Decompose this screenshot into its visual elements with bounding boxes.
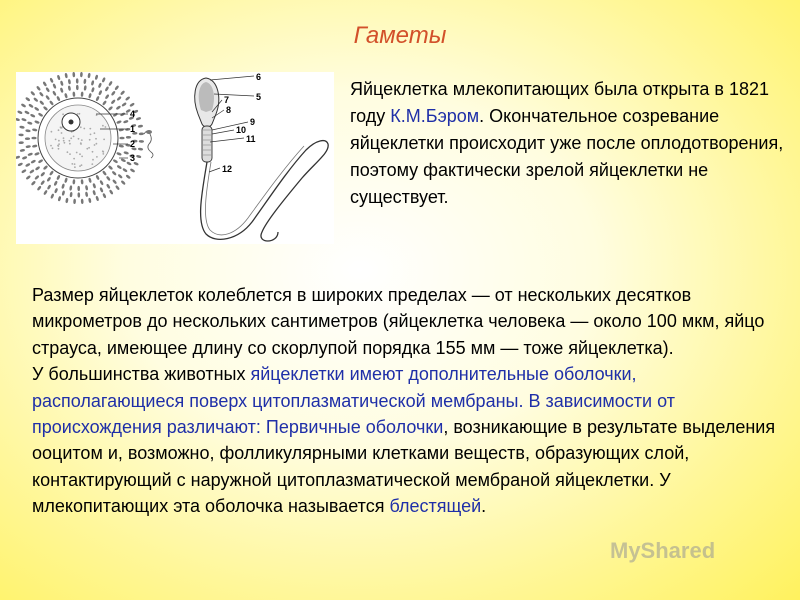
corona-cell xyxy=(45,95,50,101)
corona-cell xyxy=(73,199,76,204)
corona-cell xyxy=(120,90,126,96)
corona-cell xyxy=(72,91,75,96)
yolk-granule xyxy=(58,145,60,147)
sperm-label-12: 12 xyxy=(222,164,233,174)
corona-cell xyxy=(95,96,100,102)
yolk-granule xyxy=(102,151,104,153)
corona-cell xyxy=(119,137,124,140)
corona-cell xyxy=(129,102,135,107)
corona-cell xyxy=(125,174,131,179)
membranes-text-c: , возникающие в результате выделения ооцитом и, возможно, фолликулярными клетками веществ, образующих слой, контактирующий с наружной цитоплазматической мембраной яйцеклетки. У млекопитающих эта оболочка называется xyxy=(32,417,776,517)
sperm-label-7: 7 xyxy=(224,95,230,105)
yolk-granule xyxy=(89,128,91,130)
corona-cell xyxy=(85,185,88,191)
corona-cell xyxy=(95,196,99,202)
yolk-granule xyxy=(102,125,104,127)
yolk-granule xyxy=(96,114,98,116)
yolk-granule xyxy=(69,143,71,145)
yolk-granule xyxy=(81,139,83,141)
corona-cell xyxy=(81,199,84,204)
yolk-granule xyxy=(103,139,105,141)
yolk-granule xyxy=(55,139,57,141)
corona-cell xyxy=(36,85,41,91)
corona-cell xyxy=(102,170,107,176)
corona-cell xyxy=(21,169,27,174)
sperm-label-5: 5 xyxy=(256,92,262,102)
yolk-granule xyxy=(79,153,81,155)
corona-cell xyxy=(34,120,40,124)
corona-cell xyxy=(88,93,92,99)
corona-cell xyxy=(24,110,30,115)
corona-cell xyxy=(30,113,36,118)
corona-cell xyxy=(99,187,103,193)
yolk-granule xyxy=(63,137,65,139)
yolk-granule xyxy=(61,132,63,134)
corona-cell xyxy=(80,72,83,77)
corona-cell xyxy=(18,133,23,136)
yolk-granule xyxy=(94,132,96,134)
yolk-granule xyxy=(78,138,80,140)
gamete-illustration xyxy=(16,72,334,244)
corona-cell xyxy=(123,120,129,124)
membranes-paragraph xyxy=(32,361,782,519)
corona-cell xyxy=(25,175,31,180)
corona-cell xyxy=(32,144,38,148)
corona-cell xyxy=(120,112,126,117)
corona-cell xyxy=(122,168,128,173)
yolk-granule xyxy=(92,159,94,161)
slide-title: Гаметы xyxy=(353,22,447,49)
yolk-granule xyxy=(105,126,107,128)
zona-term: блестящей xyxy=(389,496,482,517)
yolk-granule xyxy=(80,142,82,144)
corona-cell xyxy=(57,196,61,202)
yolk-granule xyxy=(58,143,60,145)
corona-cell xyxy=(19,125,25,129)
corona-cell xyxy=(99,180,104,186)
corona-cell xyxy=(39,91,44,97)
corona-cell xyxy=(88,198,92,204)
corona-cell xyxy=(139,132,144,135)
small-sperm xyxy=(144,131,153,158)
corona-cell xyxy=(25,145,31,148)
corona-cell xyxy=(85,192,88,198)
corona-cell xyxy=(113,112,119,117)
yolk-granule xyxy=(79,165,81,167)
corona-cell xyxy=(38,159,44,164)
corona-cell xyxy=(64,93,68,99)
corona-cell xyxy=(76,78,79,83)
sperm-midpiece xyxy=(202,126,212,162)
corona-cell xyxy=(109,189,114,195)
corona-cell xyxy=(22,156,28,160)
yolk-granule xyxy=(73,136,75,138)
corona-cell xyxy=(37,185,42,191)
corona-cell xyxy=(91,87,95,93)
corona-cell xyxy=(105,94,110,100)
gamete-diagram-svg xyxy=(16,72,334,244)
corona-cell xyxy=(34,152,40,156)
corona-cell xyxy=(64,73,68,79)
corona-cell xyxy=(16,117,20,121)
corona-cell xyxy=(68,85,71,91)
corona-cell xyxy=(27,152,33,156)
corona-cell xyxy=(57,75,61,81)
corona-cell xyxy=(45,87,50,93)
corona-cell xyxy=(31,180,37,186)
yolk-granule xyxy=(69,153,71,155)
corona-cell xyxy=(77,192,80,197)
yolk-granule xyxy=(74,163,76,165)
intro-text-part1: Яйцеклетка млекопитающих была открыта в 1821 году xyxy=(350,79,769,126)
intro-paragraph xyxy=(350,76,790,211)
corona-cell xyxy=(108,165,114,170)
yolk-granule xyxy=(70,137,72,139)
yolk-granule xyxy=(81,164,83,166)
corona-cell xyxy=(104,86,109,92)
corona-cell xyxy=(34,106,40,111)
corona-cell xyxy=(56,96,61,102)
corona-cell xyxy=(102,100,107,106)
corona-cell xyxy=(53,180,58,186)
yolk-granule xyxy=(91,163,93,165)
membranes-highlight: яйцеклетки имеют дополнительные оболочки, располагающиеся поверх цитоплазматической мембраны. В зависимости от происхождения различают: Первичные оболочки xyxy=(32,364,675,438)
corona-cell xyxy=(25,163,31,168)
yolk-granule xyxy=(74,166,76,168)
membranes-text-e: . xyxy=(481,496,487,517)
corona-cell xyxy=(116,105,122,110)
yolk-granule xyxy=(51,131,53,133)
small-sperm-head xyxy=(146,130,152,134)
yolk-granule xyxy=(79,113,81,115)
corona-cell xyxy=(115,185,120,191)
corona-cell xyxy=(76,85,79,90)
yolk-granule xyxy=(71,163,73,165)
corona-cell xyxy=(61,190,65,196)
corona-cell xyxy=(83,79,86,84)
corona-cell xyxy=(111,90,116,96)
corona-cell xyxy=(35,166,41,171)
corona-cell xyxy=(33,97,39,102)
main-text xyxy=(32,282,782,520)
yolk-granule xyxy=(50,145,52,147)
sperm-label-11: 11 xyxy=(246,134,256,144)
corona-cell xyxy=(52,83,56,89)
corona-cell xyxy=(43,190,48,196)
corona-cell xyxy=(72,179,75,184)
corona-cell xyxy=(49,77,54,83)
corona-cell xyxy=(108,106,114,111)
yolk-granule xyxy=(58,129,60,131)
corona-cell xyxy=(50,193,54,199)
corona-cell xyxy=(61,183,65,189)
corona-cell xyxy=(64,177,68,183)
corona-cell xyxy=(49,100,54,106)
corona-cell xyxy=(29,169,35,174)
corona-cell xyxy=(98,90,103,96)
discoverer-name: К.М.Бэром xyxy=(390,106,480,126)
yolk-granule xyxy=(102,153,104,155)
corona-cell xyxy=(69,192,72,197)
yolk-granule xyxy=(95,138,97,140)
corona-cell xyxy=(106,183,111,189)
sperm-label-10: 10 xyxy=(236,125,247,135)
corona-cell xyxy=(110,99,115,105)
yolk-granule xyxy=(76,152,78,154)
watermark: MyShared xyxy=(610,538,716,563)
corona-cell xyxy=(106,176,111,182)
corona-cell xyxy=(43,106,49,111)
yolk-granule xyxy=(73,158,75,160)
corona-cell xyxy=(118,144,124,148)
corona-cell xyxy=(52,90,57,96)
yolk-granule xyxy=(89,139,91,141)
corona-cell xyxy=(38,112,44,117)
corona-cell xyxy=(17,162,23,167)
yolk-granule xyxy=(86,148,88,150)
yolk-granule xyxy=(60,126,62,128)
sperm-label-9: 9 xyxy=(250,117,256,127)
size-paragraph: Размер яйцеклеток колеблется в широких пределах — от нескольких десятков микрометров до нескольких сантиметров (яйцеклетка человека — около 100 мкм, яйцо страуса, имеющее длину со скорлупой порядка 155 мм — тоже яйцеклетка). xyxy=(32,285,765,358)
corona-cell xyxy=(81,91,84,96)
yolk-granule xyxy=(96,143,98,145)
membranes-text-a: У большинства животных xyxy=(32,364,251,385)
corona-cell xyxy=(43,165,49,170)
yolk-granule xyxy=(80,126,82,128)
corona-cell xyxy=(116,165,122,170)
corona-cell xyxy=(31,137,36,140)
corona-cell xyxy=(84,85,87,91)
corona-cell xyxy=(136,117,142,121)
yolk-granule xyxy=(67,151,69,153)
corona-cell xyxy=(68,79,71,85)
corona-cell xyxy=(72,72,75,77)
corona-cell xyxy=(114,85,119,91)
corona-cell xyxy=(69,185,72,191)
corona-cell xyxy=(138,124,144,128)
corona-cell xyxy=(17,110,23,114)
corona-cell xyxy=(39,100,45,105)
corona-cell xyxy=(65,198,68,204)
yolk-granule xyxy=(63,140,65,142)
corona-cell xyxy=(95,174,100,180)
corona-cell xyxy=(40,180,45,186)
corona-cell xyxy=(49,170,54,176)
corona-cell xyxy=(113,159,119,164)
egg-label-1: 1 xyxy=(130,124,136,134)
corona-cell xyxy=(21,118,27,122)
yolk-granule xyxy=(62,113,64,115)
yolk-granule xyxy=(94,144,96,146)
sperm-label-8: 8 xyxy=(226,105,232,115)
sperm-label-6: 6 xyxy=(256,72,262,82)
yolk-granule xyxy=(83,128,85,130)
corona-cell xyxy=(81,179,84,184)
corona-cell xyxy=(139,140,144,143)
corona-cell xyxy=(112,179,117,185)
corona-cell xyxy=(136,154,142,158)
corona-cell xyxy=(116,96,122,101)
sperm-tail-inner xyxy=(205,146,304,235)
egg-cytoplasm xyxy=(45,105,111,171)
egg-label-2: 2 xyxy=(130,139,136,149)
corona-cell xyxy=(111,170,117,175)
corona-cell xyxy=(77,186,80,191)
corona-cell xyxy=(54,188,58,194)
corona-cell xyxy=(101,77,105,83)
corona-cell xyxy=(47,184,52,190)
corona-cell xyxy=(98,82,102,88)
egg-label-3: 3 xyxy=(130,153,136,163)
yolk-granule xyxy=(69,140,71,142)
yolk-granule xyxy=(58,148,60,150)
corona-cell xyxy=(60,87,64,93)
corona-cell xyxy=(138,147,144,150)
corona-cell xyxy=(56,174,61,180)
yolk-granule xyxy=(64,142,66,144)
corona-cell xyxy=(25,97,31,102)
corona-cell xyxy=(28,103,34,108)
corona-cell xyxy=(116,152,122,156)
corona-cell xyxy=(92,190,96,196)
corona-cell xyxy=(87,73,90,79)
corona-cell xyxy=(130,168,136,173)
intro-text-part2: . Окончательное созревание яйцеклетки происходит уже после оплодотворения, поэтому фактически зрелой яйцеклетки не существует. xyxy=(350,106,784,207)
corona-cell xyxy=(21,103,27,108)
corona-cell xyxy=(102,193,107,199)
corona-cell xyxy=(117,174,123,179)
egg-nucleolus xyxy=(69,120,74,125)
sperm-tail xyxy=(201,141,329,241)
corona-cell xyxy=(30,91,36,97)
yolk-granule xyxy=(92,151,94,153)
corona-cell xyxy=(34,175,40,180)
corona-cell xyxy=(60,80,64,86)
corona-cell xyxy=(32,128,38,132)
corona-cell xyxy=(91,80,95,86)
corona-cell xyxy=(20,149,26,153)
corona-cell xyxy=(116,120,122,124)
egg-label-4: 4 xyxy=(130,109,136,119)
yolk-granule xyxy=(88,147,90,149)
corona-cell xyxy=(120,180,126,186)
yolk-granule xyxy=(96,156,98,158)
corona-cell xyxy=(120,158,126,163)
corona-cell xyxy=(123,151,129,155)
corona-cell xyxy=(27,121,33,125)
corona-cell xyxy=(88,177,92,183)
yolk-granule xyxy=(81,156,83,158)
corona-cell xyxy=(42,81,47,87)
corona-cell xyxy=(30,159,36,164)
corona-cell xyxy=(121,102,127,107)
corona-cell xyxy=(125,96,131,101)
yolk-granule xyxy=(58,140,60,142)
corona-cell xyxy=(25,129,31,132)
corona-cell xyxy=(18,141,23,144)
corona-cell xyxy=(25,137,30,140)
corona-cell xyxy=(40,171,45,177)
corona-cell xyxy=(92,183,96,189)
corona-cell xyxy=(16,155,20,159)
corona-cell xyxy=(94,74,98,80)
yolk-granule xyxy=(52,147,54,149)
corona-cell xyxy=(46,176,51,182)
yolk-granule xyxy=(90,134,92,136)
corona-cell xyxy=(108,81,113,87)
